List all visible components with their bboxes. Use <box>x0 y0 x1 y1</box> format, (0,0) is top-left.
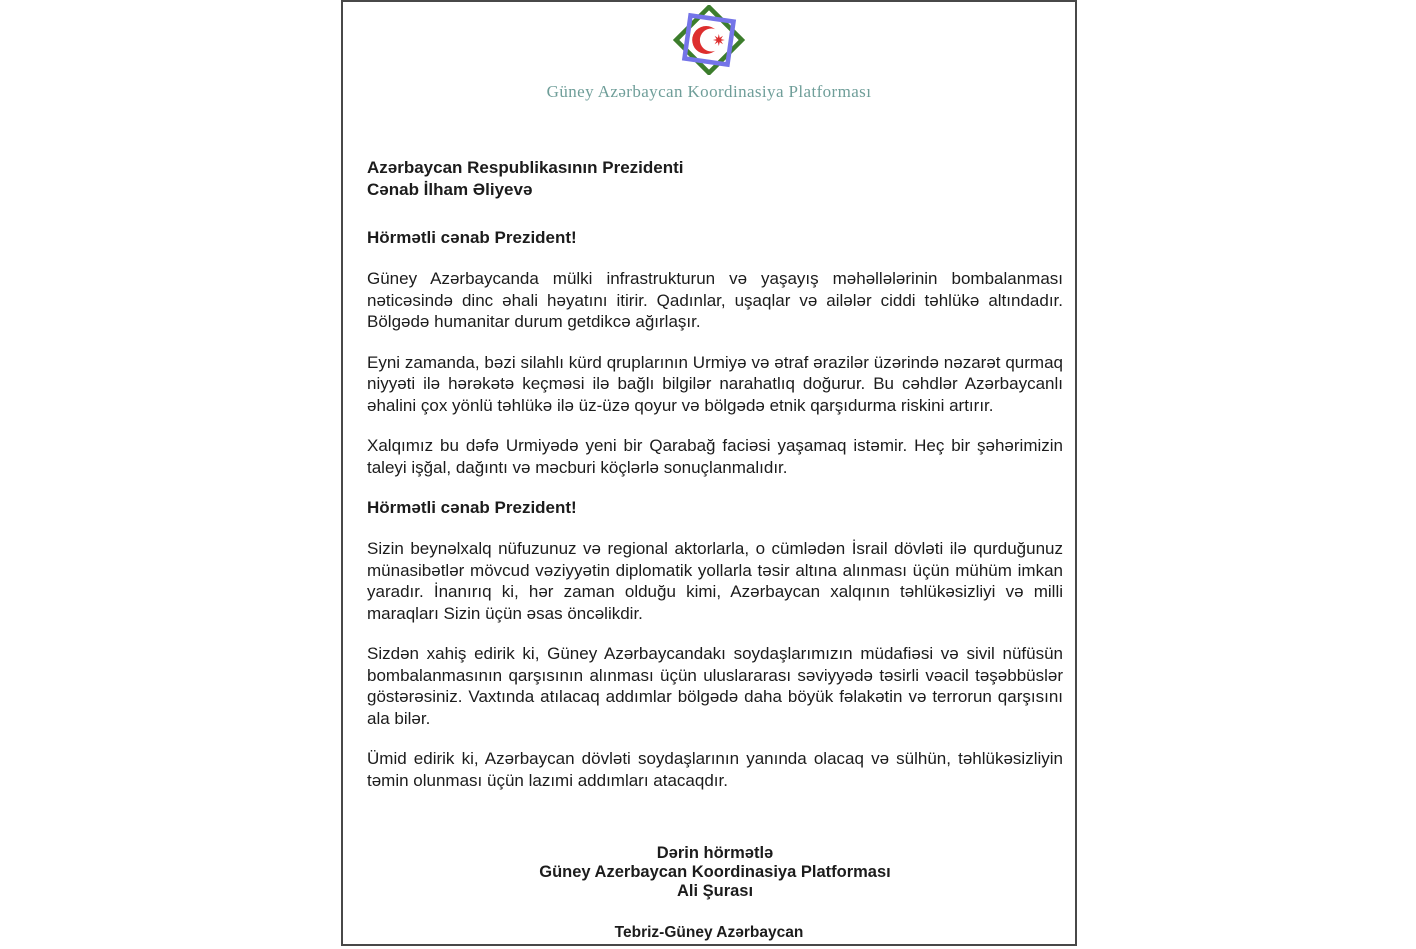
footer-note: Tebriz-Güney Azərbaycan <box>614 924 804 941</box>
body-paragraph: Sizin beynəlxalq nüfuzunuz və regional aktorlarla, o cümlədən İsrail dövləti ilə qurduğunuz münasibətlər mövcud vəziyyətin diplomatik yollarla təsir altına alınması üçün mühüm imkan yaradır. İnanırıq ki, hər zaman olduğu kimi, Azərbaycan xalqının təhlükəsizliyi və milli maraqları Sizin üçün əsas öncəlikdir. <box>367 539 1063 623</box>
crescent-star-emblem-icon <box>673 62 745 79</box>
recipient-line: Cənab İlham Əliyevə <box>367 180 533 199</box>
salutation-repeat: Hörmətli cənab Prezident! <box>367 498 577 517</box>
recipient-line: Azərbaycan Respublikasının Prezidenti <box>367 158 684 177</box>
closing-line: Güney Azerbaycan Koordinasiya Platforması <box>539 863 891 881</box>
body-paragraph: Sizdən xahiş edirik ki, Güney Azərbaycandakı soydaşlarımızın müdafiəsi və sivil nüfüsün bombalanmasının qarşısının alınması üçün uluslararası səviyyədə təsirli vəacil təşəbbüslər göstərəsiniz. Vaxtında atılacaq addımlar bölgədə daha böyük fəlakətin və terrorun qarşısını ala bilər. <box>367 644 1063 728</box>
organization-logo-block <box>343 2 1075 102</box>
body-paragraph: Eyni zamanda, bəzi silahlı kürd qruplarının Urmiyə və ətraf ərazilər üzərində nəzarət qurmaq niyyəti ilə hərəkətə keçməsi ilə bağlı bilgilər narahatlıq doğurur. Bu cəhdlər Azərbaycanlı əhalini çox yönlü təhlükə ilə üz-üzə qoyur və bölgədə etnik qarşıdurma riskini artırır. <box>367 352 1063 415</box>
closing-block <box>367 844 1063 901</box>
logo-subtitle: Güney Azərbaycan Koordinasiya Platforması <box>546 82 872 101</box>
recipient-block <box>367 157 1063 201</box>
closing-line: Dərin hörmətlə <box>656 844 774 862</box>
body-paragraph: Xalqımız bu dəfə Urmiyədə yeni bir Qarabağ faciəsi yaşamaq istəmir. Heç bir şəhərimizin taleyi işğal, dağıntı və məcburi köçlərlə sonuçlanmalıdır. <box>367 436 1063 477</box>
salutation: Hörmətli cənab Prezident! <box>367 228 577 247</box>
closing-line: Ali Şurası <box>676 882 754 900</box>
body-paragraph: Güney Azərbaycanda mülki infrastrukturun və yaşayış məhəllələrinin bombalanması nəticəsində dinc əhali həyatını itirir. Qadınlar, uşaqlar və ailələr ciddi təhlükə altındadır. Bölgədə humanitar durum getdikcə ağırlaşır. <box>367 269 1063 331</box>
letter-page <box>341 0 1077 946</box>
letter-body <box>343 157 1075 901</box>
body-paragraph: Ümid edirik ki, Azərbaycan dövləti soydaşlarının yanında olacaq və sülhün, təhlükəsizliyin təmin olunması üçün lazımi addımları atacaqdır. <box>367 749 1063 790</box>
